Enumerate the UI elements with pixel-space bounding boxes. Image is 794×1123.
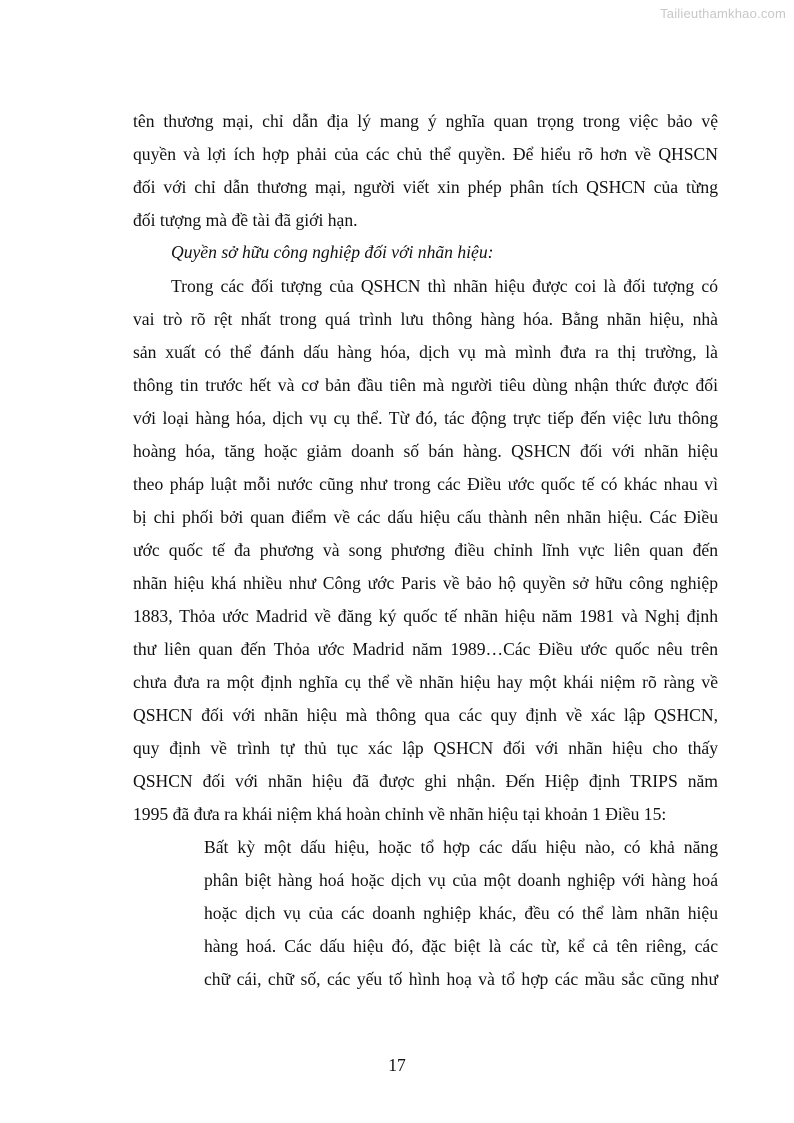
text-line: theo pháp luật mỗi nước cũng như trong các Điều ước quốc tế có khác nhau vì xyxy=(133,474,718,494)
text-line: thư liên quan đến Thỏa ước Madrid năm 1989…Các Điều ước quốc nêu trên xyxy=(133,639,718,659)
text-line: QSHCN đối với nhãn hiệu mà thông qua các quy định về xác lập QSHCN, xyxy=(133,705,718,725)
text-line: đối với chỉ dẫn thương mại, người viết xin phép phân tích QSHCN của từng xyxy=(133,177,718,197)
text-line: nhãn hiệu khá nhiều như Công ước Paris về bảo hộ quyền sở hữu công nghiệp xyxy=(133,573,718,593)
quote-line: hoặc dịch vụ của các doanh nghiệp khác, đều có thể làm nhãn hiệu xyxy=(204,903,718,923)
text-line: thông tin trước hết và cơ bản đầu tiên mà người tiêu dùng nhận thức được đối xyxy=(133,375,718,395)
text-line: 1883, Thỏa ước Madrid về đăng ký quốc tế nhãn hiệu năm 1981 và Nghị định xyxy=(133,606,718,626)
section-heading: Quyền sở hữu công nghiệp đối với nhãn hiệu: xyxy=(171,242,494,262)
quote-line: Bất kỳ một dấu hiệu, hoặc tổ hợp các dấu hiệu nào, có khả năng xyxy=(204,837,718,857)
quote-line: chữ cái, chữ số, các yếu tố hình hoạ và tổ hợp các mầu sắc cũng như xyxy=(204,969,718,989)
text-line: ước quốc tế đa phương và song phương điều chỉnh lĩnh vực liên quan đến xyxy=(133,540,718,560)
text-line: sản xuất có thể đánh dấu hàng hóa, dịch vụ mà mình đưa ra thị trường, là xyxy=(133,342,718,362)
text-line: QSHCN đối với nhãn hiệu đã được ghi nhận. Đến Hiệp định TRIPS năm xyxy=(133,771,718,791)
watermark: Tailieuthamkhao.com xyxy=(660,6,786,21)
page-number: 17 xyxy=(388,1055,406,1075)
text-line: Trong các đối tượng của QSHCN thì nhãn hiệu được coi là đối tượng có xyxy=(171,276,718,296)
text-line: quy định về trình tự thủ tục xác lập QSHCN đối với nhãn hiệu cho thấy xyxy=(133,738,718,758)
quote-line: phân biệt hàng hoá hoặc dịch vụ của một doanh nghiệp với hàng hoá xyxy=(204,870,718,890)
text-line: với loại hàng hóa, dịch vụ cụ thể. Từ đó, tác động trực tiếp đến việc lưu thông xyxy=(133,408,718,428)
text-line: bị chi phối bởi quan điểm về các dấu hiệu cấu thành nên nhãn hiệu. Các Điều xyxy=(133,507,718,527)
text-line: tên thương mại, chỉ dẫn địa lý mang ý nghĩa quan trọng trong việc bảo vệ xyxy=(133,111,718,131)
quote-line: hàng hoá. Các dấu hiệu đó, đặc biệt là các từ, kể cả tên riêng, các xyxy=(204,936,718,956)
text-line: đối tượng mà đề tài đã giới hạn. xyxy=(133,210,358,230)
text-line: quyền và lợi ích hợp phải của các chủ thể quyền. Để hiểu rõ hơn về QHSCN xyxy=(133,144,718,164)
text-line: vai trò rõ rệt nhất trong quá trình lưu thông hàng hóa. Bằng nhãn hiệu, nhà xyxy=(133,309,718,329)
text-line: 1995 đã đưa ra khái niệm khá hoàn chỉnh về nhãn hiệu tại khoản 1 Điều 15: xyxy=(133,804,667,824)
text-line: hoàng hóa, tăng hoặc giảm doanh số bán hàng. QSHCN đối với nhãn hiệu xyxy=(133,441,718,461)
text-line: chưa đưa ra một định nghĩa cụ thể về nhãn hiệu hay một khái niệm rõ ràng về xyxy=(133,672,718,692)
